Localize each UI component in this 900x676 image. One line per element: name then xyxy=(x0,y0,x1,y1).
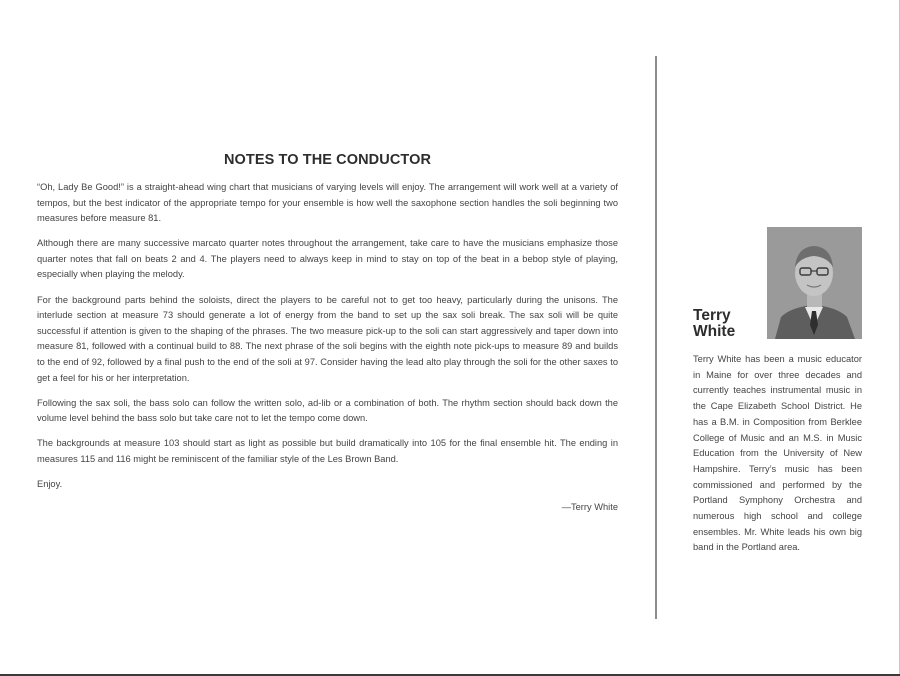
paragraph-2: Although there are many successive marcato quarter notes throughout the arrangement, take care to have the musicians emphasize those quarter notes that fall on beats 2 and 4. The players need to always keep in mind to stay on top of the beat in a bebop style of playing, especially when playing the melody. xyxy=(37,238,618,280)
author-last-name: White xyxy=(693,323,736,340)
paragraph-4: Following the sax soli, the bass solo can follow the written solo, ad-lib or a combination of both. The rhythm section should back down the volume level behind the bass solo but take care not to let the tempo come down. xyxy=(37,397,618,424)
author-bio: Terry White has been a music educator in Maine for over three decades and currently teaches instrumental music in the Cape Elizabeth School District. He has a B.M. in Composition from Berklee College of Music and an M.S. in Music Education from the University of New Hampshire. Terry’s music has been commissioned and performed by the Portland Symphony Orchestra and numerous high school and college ensembles. Mr. White leads his own big band in the Portland area. xyxy=(693,354,862,553)
page-title: NOTES TO THE CONDUCTOR xyxy=(223,152,432,168)
paragraph-1: “Oh, Lady Be Good!” is a straight-ahead wing chart that musicians of varying levels will enjoy. The arrangement will work well at a variety of tempos, but the best indicator of the appropriate tempo for your ensemble is how well the saxophone section handles the soli beginning two measures before measure 81. xyxy=(37,182,618,224)
paragraph-6: Enjoy. xyxy=(37,479,63,489)
paragraph-5: The backgrounds at measure 103 should start as light as possible but build dramatically into 105 for the final ensemble hit. The ending in measures 115 and 116 might be reminiscent of the familiar style of the Les Brown Band. xyxy=(37,438,618,464)
signoff: —Terry White xyxy=(561,502,618,513)
column-divider xyxy=(655,56,657,619)
author-first-name: Terry xyxy=(693,307,731,324)
notes-section xyxy=(37,152,618,512)
paragraph-3: For the background parts behind the soloists, direct the players to be careful not to get too heavy, particularly during the unisons. The interlude section at measure 73 should generate a lot of energy from the band to set up the sax soli break. The sax soli will be quite successful if attention is given to the shaping of the phrases. The two measure pick-up to the soli can start aggressively and taper down into measure 81, followed with a continual build to 88. The next phrase of the soli begins with the eighth note pick-ups to measure 89 and builds to the end of 92, followed by a final push to the end of the soli at 97. Consider having the lead alto play through the soli for the other saxes to get a feel for his or her interpretation. xyxy=(37,294,618,383)
author-name xyxy=(693,308,735,340)
author-photo xyxy=(767,227,862,339)
